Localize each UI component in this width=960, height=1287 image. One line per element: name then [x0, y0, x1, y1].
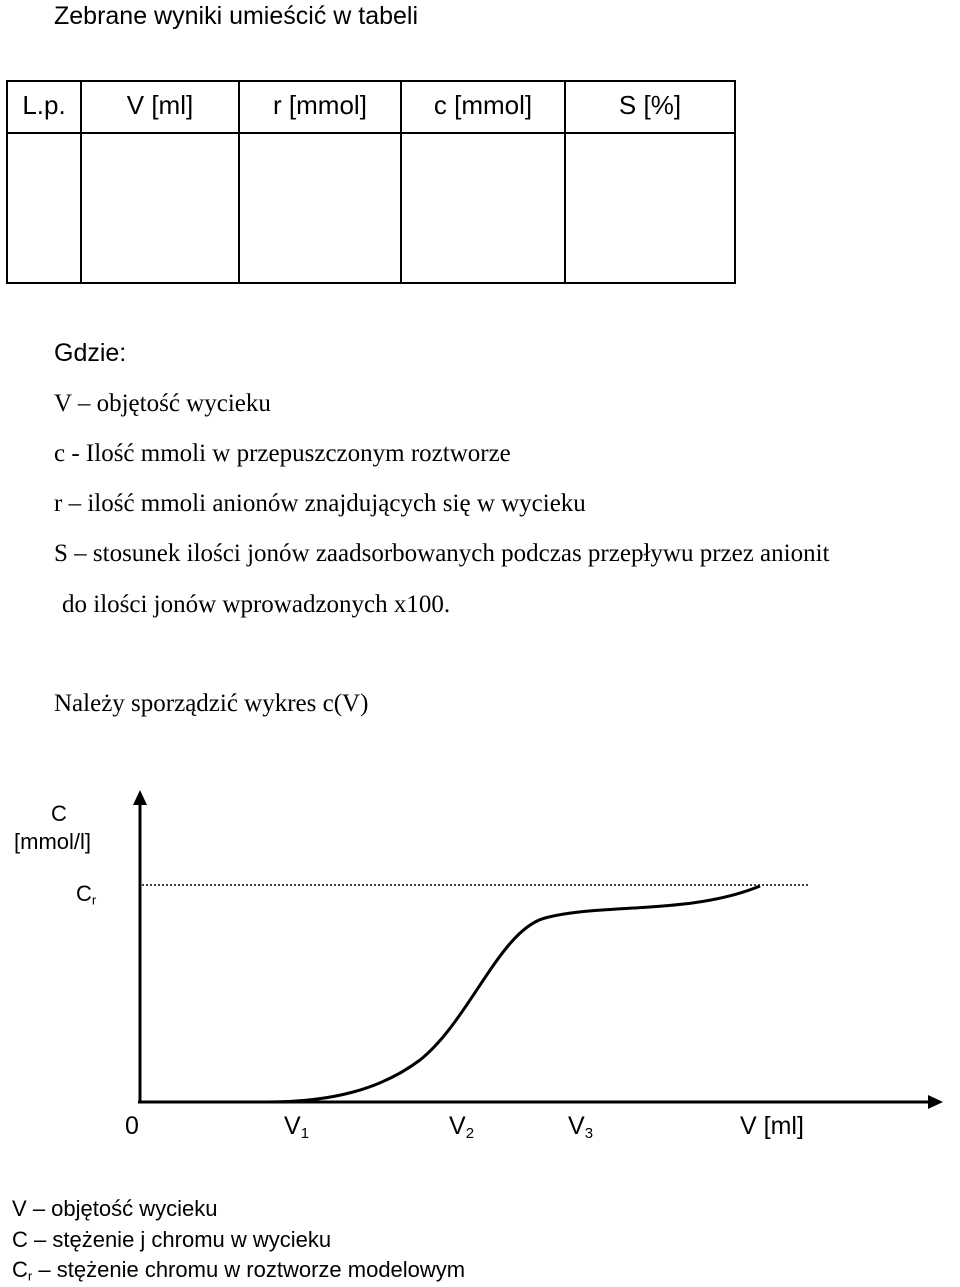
definitions-title: Gdzie: — [54, 339, 127, 367]
legend-v-symbol: V — [12, 1196, 27, 1221]
legend-cr-text: – stężenie chromu w roztworze modelowym — [38, 1257, 466, 1282]
table-cell — [81, 133, 239, 283]
x-tick-v3-main: V — [568, 1112, 585, 1140]
y-axis-arrow — [133, 790, 147, 805]
header-cell-c — [401, 81, 565, 133]
results-table — [6, 80, 736, 284]
instruction-text: Należy sporządzić wykres c(V) — [54, 690, 369, 717]
y-axis-label-unit: [mmol/l] — [14, 829, 91, 854]
header-cell-lp — [7, 81, 81, 133]
x-tick-v2-sub: 2 — [465, 1124, 475, 1142]
y-axis-label-c: C — [51, 801, 67, 826]
legend-c-text: – stężenie j chromu w wycieku — [34, 1227, 332, 1252]
legend-item-v — [12, 1198, 217, 1222]
breakthrough-chart — [0, 760, 960, 1180]
x-axis-arrow — [928, 1095, 943, 1109]
table-cell — [565, 133, 735, 283]
header-cell-v — [81, 81, 239, 133]
table-cell — [239, 133, 401, 283]
cr-label-main: C — [76, 881, 92, 906]
header-v: V [ml] — [126, 90, 194, 120]
table-row — [7, 133, 735, 283]
legend-cr-sub: r — [27, 1268, 33, 1284]
x-tick-v3 — [568, 1114, 593, 1141]
definition-v: V – objętość wycieku — [54, 390, 271, 417]
legend-c-symbol: C — [12, 1227, 28, 1252]
x-origin-label: 0 — [125, 1112, 139, 1140]
header-cell-r — [239, 81, 401, 133]
table-cell — [7, 133, 81, 283]
x-tick-v1-sub: 1 — [300, 1124, 310, 1142]
x-tick-v2-main: V — [449, 1112, 466, 1140]
header-r: r [mmol] — [273, 90, 367, 120]
definition-s: S – stosunek ilości jonów zaadsorbowanych podczas przepływu przez anionit — [54, 540, 830, 567]
intro-text: Zebrane wyniki umieścić w tabeli — [54, 2, 419, 30]
legend-item-cr — [12, 1259, 465, 1283]
definition-s-continued: do ilości jonów wprowadzonych x100. — [62, 591, 451, 618]
cr-label — [76, 883, 96, 907]
x-axis-label: V [ml] — [740, 1112, 804, 1140]
x-tick-v2 — [449, 1114, 474, 1141]
header-s: S [%] — [618, 90, 682, 120]
breakthrough-curve — [268, 886, 760, 1102]
legend-cr-symbol: C — [12, 1257, 28, 1282]
table-header-row — [7, 81, 735, 133]
x-tick-v1-main: V — [284, 1112, 301, 1140]
definition-r: r – ilość mmoli anionów znajdujących się w wycieku — [54, 490, 586, 517]
header-lp: L.p. — [22, 90, 66, 120]
legend-item-c — [12, 1229, 331, 1253]
x-tick-v3-sub: 3 — [584, 1124, 594, 1142]
header-c: c [mmol] — [433, 90, 533, 120]
cr-label-sub: r — [91, 892, 97, 908]
header-cell-s — [565, 81, 735, 133]
x-tick-v1 — [284, 1114, 309, 1141]
definition-c: c - Ilość mmoli w przepuszczonym roztworze — [54, 440, 511, 467]
table-cell — [401, 133, 565, 283]
legend-v-text: – objętość wycieku — [32, 1196, 218, 1221]
